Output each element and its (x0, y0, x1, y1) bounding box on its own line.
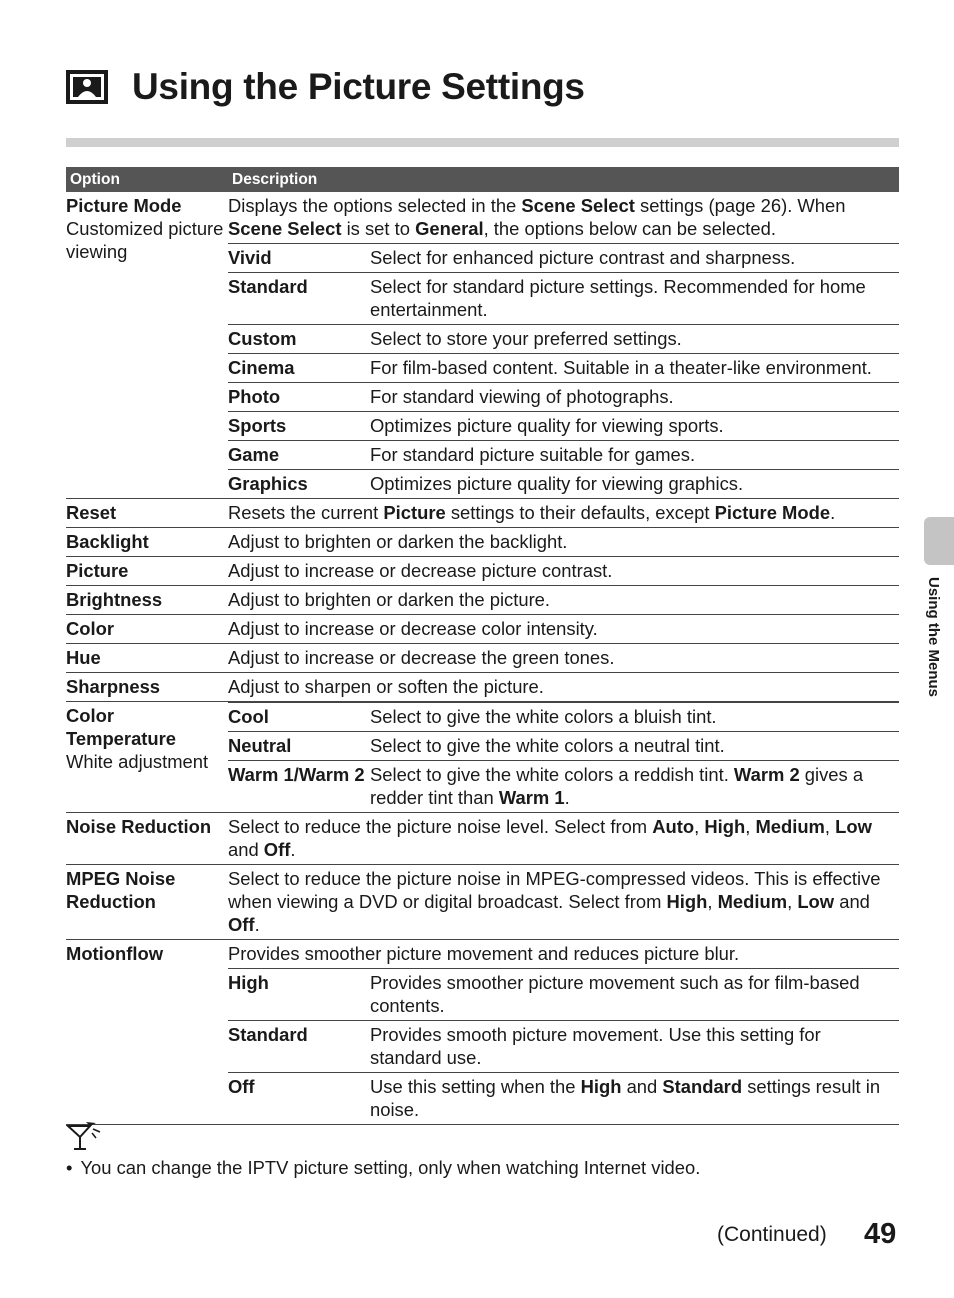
option-cell (66, 865, 228, 939)
bold-term: Off (263, 839, 291, 860)
simple-rows (66, 528, 899, 702)
sub-option-row (228, 353, 899, 382)
description-cell (228, 528, 899, 556)
sub-option-text: Optimizes picture quality for viewing graphics. (370, 473, 744, 494)
table-row-noise-reduction (66, 813, 899, 865)
table-header (66, 167, 899, 192)
description-cell (228, 940, 899, 1124)
motionflow-options (228, 968, 899, 1124)
table-row (66, 557, 899, 586)
sub-option-text: For standard picture suitable for games. (370, 444, 696, 465)
description-cell (228, 192, 899, 498)
sub-option-name: Cool (228, 706, 269, 727)
option-name: Color Temperature (66, 705, 177, 749)
picture-mode-options (228, 243, 899, 498)
option-cell (66, 499, 228, 527)
sub-option-row (228, 702, 899, 731)
bold-term: Scene Select (228, 218, 342, 239)
sub-option-name: Photo (228, 386, 281, 407)
sub-option-text: Select for standard picture settings. Recommended for home entertainment. (370, 276, 866, 320)
sub-option-name: Graphics (228, 473, 308, 494)
sub-option-row (228, 731, 899, 760)
sub-option-text: Select for enhanced picture contrast and sharpness. (370, 247, 796, 268)
sub-option-name: Cinema (228, 357, 295, 378)
table-row (66, 528, 899, 557)
sub-option-text: Optimizes picture quality for viewing sports. (370, 415, 724, 436)
hint-note (66, 1157, 700, 1179)
sub-option-name: Standard (228, 1024, 308, 1045)
table-row (66, 673, 899, 702)
sub-option-text: For standard viewing of photographs. (370, 386, 674, 407)
option-cell (66, 813, 228, 864)
sub-option-row (228, 411, 899, 440)
sub-option-name: Warm 1/Warm 2 (228, 764, 365, 785)
bold-term: Standard (662, 1076, 743, 1097)
table-row-motionflow (66, 940, 899, 1125)
hint-text: You can change the IPTV picture setting, only when watching Internet video. (80, 1157, 701, 1178)
description-text: Adjust to brighten or darken the picture. (228, 589, 551, 610)
settings-table (66, 167, 899, 1125)
continued-label: (Continued) (717, 1223, 827, 1246)
sub-option-text: Select to give the white colors a reddish tint. Warm 2 gives a redder tint than Warm 1. (370, 764, 864, 808)
option-cell (66, 557, 228, 585)
option-name: Hue (66, 647, 101, 668)
description-text: Adjust to increase or decrease color intensity. (228, 618, 598, 639)
bold-term: High (580, 1076, 622, 1097)
table-row (66, 586, 899, 615)
option-cell (66, 615, 228, 643)
sub-option-text: Select to give the white colors a bluish tint. (370, 706, 717, 727)
table-row (66, 615, 899, 644)
sub-option-row (228, 469, 899, 498)
bold-term: Off (228, 914, 255, 935)
description-cell (228, 813, 899, 864)
description-cell (228, 499, 899, 527)
bold-term: Medium (755, 816, 825, 837)
bold-term: Picture Mode (714, 502, 831, 523)
sub-option-name: Vivid (228, 247, 272, 268)
page-number: 49 (864, 1218, 897, 1250)
table-row-color-temperature (66, 702, 899, 813)
option-cell (66, 644, 228, 672)
sub-option-text: Provides smooth picture movement. Use this setting for standard use. (370, 1024, 821, 1068)
bold-term: Warm 2 (733, 764, 800, 785)
sub-option-row (228, 243, 899, 272)
bullet: • (66, 1157, 73, 1178)
bold-term: Low (797, 891, 835, 912)
bold-term: High (666, 891, 708, 912)
color-temperature-options (228, 702, 899, 812)
sub-option-row (228, 760, 899, 812)
description-text: Adjust to increase or decrease the green tones. (228, 647, 615, 668)
bold-term: High (704, 816, 746, 837)
hint-icon (66, 1120, 104, 1152)
title-divider (66, 138, 899, 147)
bold-term: Medium (717, 891, 788, 912)
noise-reduction-description: Select to reduce the picture noise level. Select from Auto, High, Medium, Low and Off. (228, 816, 872, 860)
sub-option-text: For film-based content. Suitable in a theater-like environment. (370, 357, 872, 378)
sub-option-name: Custom (228, 328, 297, 349)
sub-option-row (228, 324, 899, 353)
sub-option-name: Game (228, 444, 280, 465)
description-cell (228, 586, 899, 614)
picture-mode-intro: Displays the options selected in the Scene Select settings (page 26). When Scene Select is set to General, the options below can be selected. (228, 195, 846, 239)
reset-description: Resets the current Picture settings to their defaults, except Picture Mode. (228, 502, 836, 523)
option-cell (66, 586, 228, 614)
description-cell (228, 615, 899, 643)
page-title: Using the Picture Settings (132, 66, 585, 107)
option-name: Brightness (66, 589, 163, 610)
sub-option-row (228, 440, 899, 469)
sub-option-name: High (228, 972, 269, 993)
description-cell (228, 865, 899, 939)
description-text: Adjust to brighten or darken the backlight. (228, 531, 568, 552)
motionflow-intro: Provides smoother picture movement and reduces picture blur. (228, 943, 740, 964)
side-tab-label: Using the Menus (925, 577, 942, 698)
option-cell (66, 528, 228, 556)
table-row-mpeg-noise-reduction (66, 865, 899, 940)
picture-settings-icon (66, 68, 108, 106)
bold-term: Auto (652, 816, 695, 837)
bold-term: General (415, 218, 484, 239)
sub-option-text: Provides smoother picture movement such as for film-based contents. (370, 972, 860, 1016)
table-row-reset (66, 499, 899, 528)
sub-option-text: Select to store your preferred settings. (370, 328, 682, 349)
bold-term: Picture (383, 502, 446, 523)
sub-option-row (228, 1072, 899, 1124)
sub-option-name: Standard (228, 276, 308, 297)
bold-term: Low (835, 816, 872, 837)
description-text: Adjust to sharpen or soften the picture. (228, 676, 544, 697)
mpeg-noise-reduction-description: Select to reduce the picture noise in MPEG-compressed videos. This is effective when viewing a DVD or digital broadcast. Select from High, Medium, Low and Off. (228, 868, 881, 935)
description-text: Adjust to increase or decrease picture contrast. (228, 560, 613, 581)
description-cell (228, 673, 899, 701)
sub-option-row (228, 382, 899, 411)
option-name: Motionflow (66, 943, 164, 964)
option-name: Picture (66, 560, 129, 581)
description-cell (228, 644, 899, 672)
option-cell (66, 702, 228, 812)
side-tab-label-wrap (918, 577, 942, 737)
option-name: MPEG Noise Reduction (66, 868, 176, 912)
option-cell (66, 192, 228, 498)
option-cell (66, 673, 228, 701)
description-cell (228, 702, 899, 812)
sub-option-name: Off (228, 1076, 255, 1097)
option-name: Sharpness (66, 676, 161, 697)
sub-option-row (228, 968, 899, 1020)
sub-option-row (228, 272, 899, 324)
option-name: Backlight (66, 531, 149, 552)
sub-option-name: Sports (228, 415, 287, 436)
sub-option-row (228, 1020, 899, 1072)
description-cell (228, 557, 899, 585)
title-row (66, 66, 585, 108)
header-option: Option (70, 171, 120, 188)
table-row-picture-mode (66, 192, 899, 499)
side-tab-marker (924, 517, 954, 565)
option-subtitle: Customized picture viewing (66, 218, 224, 262)
option-cell (66, 940, 228, 1124)
sub-option-text: Use this setting when the High and Standard settings result in noise. (370, 1076, 881, 1120)
header-description: Description (232, 171, 318, 188)
sub-option-text: Select to give the white colors a neutral tint. (370, 735, 725, 756)
bold-term: Warm 1 (498, 787, 565, 808)
option-name: Noise Reduction (66, 816, 212, 837)
option-name: Color (66, 618, 115, 639)
option-subtitle: White adjustment (66, 751, 209, 772)
option-name: Picture Mode (66, 195, 182, 216)
option-name: Reset (66, 502, 117, 523)
bold-term: Scene Select (521, 195, 635, 216)
sub-option-name: Neutral (228, 735, 292, 756)
table-row (66, 644, 899, 673)
